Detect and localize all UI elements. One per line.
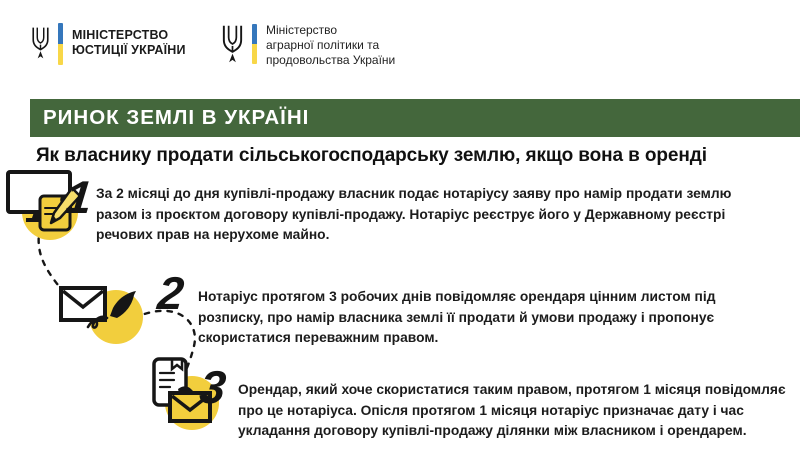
logo-justice-line1: МІНІСТЕРСТВО — [72, 28, 169, 42]
logo-agrarian-line1: Міністерство — [266, 23, 338, 37]
step-description: Орендар, який хоче скористатися таким правом, протягом 1 місяця повідомляє про це нотаріуса. Опісля протягом 1 місяця нотаріус призначає дату і час укладання договору купівлі-продажу ділянки між власником і орендарем. — [238, 382, 786, 438]
logo-agrarian-line2: аграрної політики та — [266, 38, 380, 52]
step-number: 1 — [63, 171, 95, 223]
envelope-signature-icon — [58, 283, 150, 345]
step-number: 3 — [197, 361, 229, 413]
step-description: За 2 місяці до дня купівлі-продажу власник подає нотаріусу заяву про намір продати землю разом із проєктом договору купівлі-продажу. Нотаріус реєструє його у Державному реєстрі речових прав на нерухоме майно. — [96, 186, 732, 242]
logo-agrarian-line3: продовольства України — [266, 53, 396, 67]
step-description: Нотаріус протягом 3 робочих днів повідомляє орендаря цінним листом під розписку, про намір власника землі її продати й умови продажу і пропонує скористатися переважним правом. — [198, 289, 716, 345]
step-number: 2 — [155, 267, 187, 319]
subtitle: Як власнику продати сільськогосподарську землю, якщо вона в оренді — [36, 145, 707, 166]
logo-justice-line2: ЮСТИЦІЇ УКРАЇНИ — [72, 43, 186, 57]
page-title: РИНОК ЗЕМЛІ В УКРАЇНІ — [43, 106, 310, 129]
